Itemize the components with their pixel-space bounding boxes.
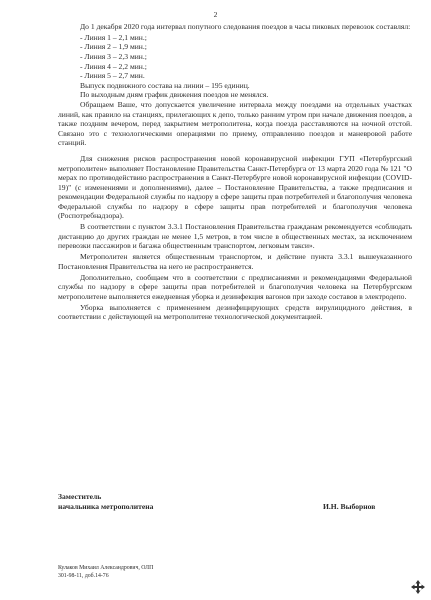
executor-phone: 301-98-11, доб.14-76	[58, 573, 109, 579]
paragraph-covid-measures: Для снижения рисков распространения новой коронавирусной инфекции ГУП «Петербургский метрополитен» выполняет Постановление Правительства Санкт-Петербурга от 13 марта 2020 года № 121 "О мерах по противодействию распространения в Санкт-Петербурге новой коронавирусной инфекции (COVID-19)" (с изменениями и дополнениями), далее – Постановление Правительства, а также предписания и рекомендации Федеральной службы по надзору в сфере защиты прав потребителей и благополучия человека Федеральной службы по надзору в сфере защиты прав потребителей и благополучия человека (Роспотребнадзора).	[58, 153, 412, 221]
signature-title-line1: Заместитель	[58, 492, 102, 501]
signature-block	[58, 492, 153, 512]
paragraph-metro-transport: Метрополитен является общественным транспортом, и действие пункта 3.3.1 вышеуказанного Постановления Правительства на него не распространяется.	[58, 252, 412, 271]
paragraph-rolling-stock: Выпуск подвижного состава на линии – 195 единиц.	[80, 80, 250, 90]
paragraph-distance-rule: В соответствии с пунктом 3.3.1 Постановления Правительства гражданам рекомендуется «соблюдать дистанцию до других граждан не менее 1,5 метров, в том числе в общественных местах, за исключением перевозки пассажиров и багажа общественным транспортом, легковым такси».	[58, 222, 412, 251]
letter-body	[58, 22, 412, 323]
paragraph-intro: До 1 декабря 2020 года интервал попутного следования поездов в часы пиковых перевозок составлял:	[80, 22, 411, 31]
list-item-line-3: - Линия 3 – 2,3 мин.;	[80, 51, 147, 61]
list-item-line-5: - Линия 5 – 2,7 мин.	[80, 71, 145, 81]
paragraph-weekends: По выходным дням график движения поездов не менялся.	[80, 90, 269, 100]
signature-name: И.Н. Выборнов	[323, 502, 376, 511]
list-item-line-4: - Линия 4 – 2,2 мин.;	[80, 61, 147, 71]
paragraph-interval-note: Обращаем Ваше, что допускается увеличение интервала между поездами на отдельных участках линий, как правило на станциях, прилегающих к депо, только ранним утром при начале движения поездов, а также поздним вечером, перед закрытием метрополитена, когда поезда расставляются на ночной отстой. Связано это с технологическими операциями по приему, отправлению поездов и маневровой работе станций.	[58, 99, 412, 148]
list-item-line-2: - Линия 2 – 1,9 мин.;	[80, 42, 147, 52]
executor-name: Кулаков Михаил Александрович, ОЛП	[58, 565, 154, 571]
paragraph-cleaning: Уборка выполняется с применением дезинфицирующих средств вирулицидного действия, в соответствии с действующей на метрополитене технологической документацией.	[58, 302, 412, 322]
list-item-line-1: - Линия 1 – 2,1 мин.;	[80, 32, 147, 42]
move-icon[interactable]	[411, 580, 425, 594]
page-number: 2	[213, 10, 218, 19]
paragraph-disinfection: Дополнительно, сообщаем что в соответствии с предписаниями и рекомендациями Федеральной службы по надзору в сфере защиты прав потребителей и благополучия человека на Петербургском метрополитене выполняется ежедневная уборка и дезинфекция вагонов при заходе составов в электродепо.	[58, 272, 412, 301]
executor-block	[58, 564, 153, 580]
signature-title-line2: начальника метрополитена	[58, 502, 154, 511]
